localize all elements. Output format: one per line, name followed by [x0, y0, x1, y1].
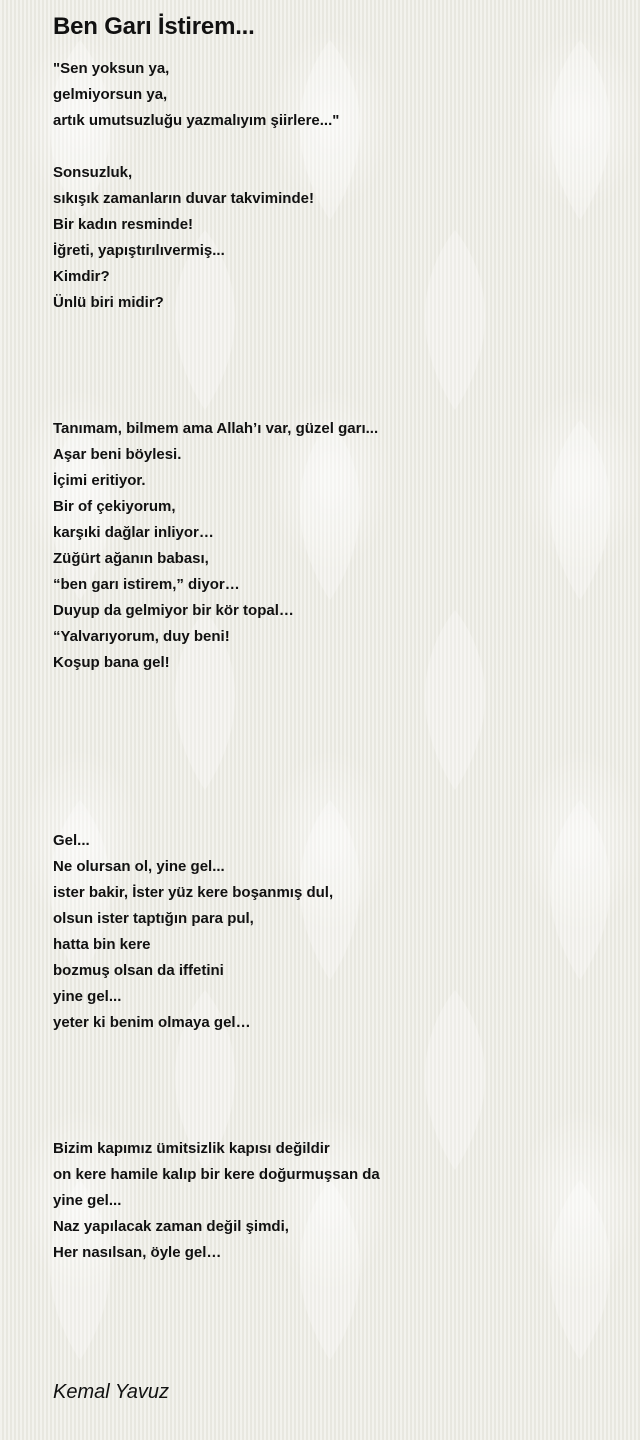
poem-line: yine gel... — [53, 988, 122, 1005]
poem-line: Kimdir? — [53, 268, 110, 285]
poem-line: bozmuş olsan da iffetini — [53, 962, 224, 979]
poem-line: on kere hamile kalıp bir kere doğurmuşsan da — [53, 1166, 380, 1183]
poem-line: karşıki dağlar inliyor… — [53, 524, 214, 541]
poem-line: Bizim kapımız ümitsizlik kapısı değildir — [53, 1140, 330, 1157]
stanza-3 — [53, 416, 613, 676]
poem-line: "Sen yoksun ya, — [53, 60, 170, 77]
poem-line: artık umutsuzluğu yazmalıyım şiirlere..." — [53, 112, 340, 129]
poem-line: yine gel... — [53, 1192, 122, 1209]
poem-line: Duyup da gelmiyor bir kör topal… — [53, 602, 294, 619]
poem-line: olsun ister taptığın para pul, — [53, 910, 254, 927]
poem-line: hatta bin kere — [53, 936, 151, 953]
poem-line: Gel... — [53, 832, 90, 849]
stanza-5 — [53, 1136, 613, 1266]
stanza-4 — [53, 828, 613, 1036]
poem-line: ister bakir, İster yüz kere boşanmış dul, — [53, 884, 334, 901]
poem-title: Ben Garı İstirem... — [53, 13, 255, 40]
poem-line: Tanımam, bilmem ama Allah’ı var, güzel garı... — [53, 420, 379, 437]
poem-line: İçimi eritiyor. — [53, 472, 146, 489]
poem-line: “Yalvarıyorum, duy beni! — [53, 628, 230, 645]
poem-line: Züğürt ağanın babası, — [53, 550, 209, 567]
stanza-1 — [53, 56, 613, 134]
poem-line: Ünlü biri midir? — [53, 294, 164, 311]
poem-line: sıkışık zamanların duvar takviminde! — [53, 190, 314, 207]
poem-page — [53, 12, 613, 1266]
poem-line: “ben garı istirem,” diyor… — [53, 576, 240, 593]
poem-line: Bir kadın resminde! — [53, 216, 194, 233]
poem-line: Koşup bana gel! — [53, 654, 170, 671]
poem-line: Her nasılsan, öyle gel… — [53, 1244, 222, 1261]
poem-line: Aşar beni böylesi. — [53, 446, 182, 463]
poem-line: Ne olursan ol, yine gel... — [53, 858, 225, 875]
poem-line: İğreti, yapıştırılıvermiş... — [53, 242, 225, 259]
poem-line: Bir of çekiyorum, — [53, 498, 176, 515]
stanza-2 — [53, 160, 613, 316]
poem-line: Naz yapılacak zaman değil şimdi, — [53, 1218, 289, 1235]
poem-line: yeter ki benim olmaya gel… — [53, 1014, 251, 1031]
poem-line: gelmiyorsun ya, — [53, 86, 168, 103]
poem-line: Sonsuzluk, — [53, 164, 133, 181]
poem-author: Kemal Yavuz — [53, 1381, 169, 1403]
